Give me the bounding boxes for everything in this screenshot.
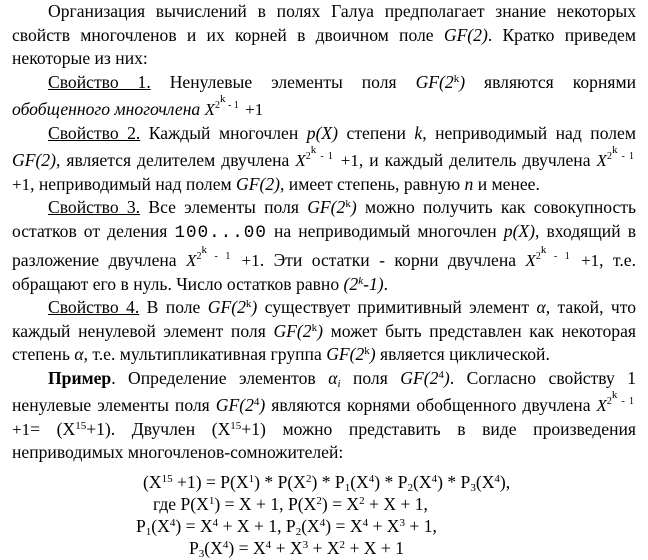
residue-count: (2$^k$-1) [343,273,384,294]
binomial-formula: $X^{2^k - 1} +1$ [204,93,264,119]
binomial-formula: $X^{2^k - 1} +1$ [186,244,260,270]
binomial-formula: $X^{2^k - 1} +1$ [295,144,359,170]
factorization-formulas [12,471,636,559]
formula-line-2: где $P(X^1) = X + 1$, $P(X^2) = X^2 + X + 1$, [153,493,428,514]
property-4-label: Свойство 4. [48,297,140,317]
binomial-formula: $X^{2^k - 1} +1$ [12,144,635,194]
document-page [12,0,636,559]
divisor-code: 100...00 [174,222,267,243]
binomial-formula: $X^{2^k - 1} +1$ [12,389,634,439]
intro-paragraph: Организация вычислений в полях Галуа предполагает знание некоторых свойств многочленов и их корней в двоичном поле GF(2). Кратко приведем некоторые из них: [12,1,637,68]
formula-line-1: $(X^{15} +1) = P(X^1) * P(X^2) * P_1(X^4) * P_2(X^4) * P_3(X^4)$, [143,471,511,494]
formula-line-3: $P_1(X^4) = X^4 + X + 1$, $P_2(X^4) = X^4 + X^3 + 1$, [136,515,437,538]
property-3: Свойство 3. Все элементы поля GF(2$^k$) можно получить как совокупность остатков от деления 100...00 на неприводимый многочлен p(X), входящий в разложение двучлена $X^{2^k - 1} +1$. Эти остатки - корни двучлена $X^{2^k - 1} +1$, т.е. обращают его в нуль. Число остатков равно (2$^k$-1). [12,197,637,294]
example-paragraph: Пример. Определение элементов $\alpha_i$ поля $GF(2^4)$. Согласно свойству 1 ненулевые элементы поля $GF(2^4)$ являются корнями обобщенного двучлена $X^{2^k - 1} +1= (X^{15}+1)$. Двучлен $(X^{15}+1)$ можно представить в виде произведения неприводимых многочленов-сомножителей: [12,367,637,462]
property-2: Свойство 2. Каждый многочлен p(X) степени k, неприводимый над полем GF(2), является делителем двучлена $X^{2^k - 1} +1$, и каждый делитель двучлена $X^{2^k - 1} +1$, неприводимый над полем GF(2), имеет степень, равную n и менее. [12,122,636,194]
property-3-label: Свойство 3. [48,197,141,217]
binomial-formula: $X^{2^k - 1} +1$ [525,244,600,270]
property-4: Свойство 4. В поле GF(2$^k$) существует примитивный элемент α, такой, что каждый ненулевой элемент поля GF(2$^k$) может быть представлен как некоторая степень α, т.е. мультипликативная группа GF(2$^k$) является циклической. [12,297,637,364]
formula-line-4: $P_3(X^4) = X^4 + X^3 + X^2 + X + 1$ [189,537,404,560]
property-1-label: Свойство 1. [48,71,151,92]
property-1: Свойство 1. Ненулевые элементы поля GF(2$^k$) являются корнями обобщенного многочлена $X^{2^k - 1} +1$ [12,71,636,119]
example-label: Пример [48,367,112,388]
property-2-label: Свойство 2. [48,122,141,143]
